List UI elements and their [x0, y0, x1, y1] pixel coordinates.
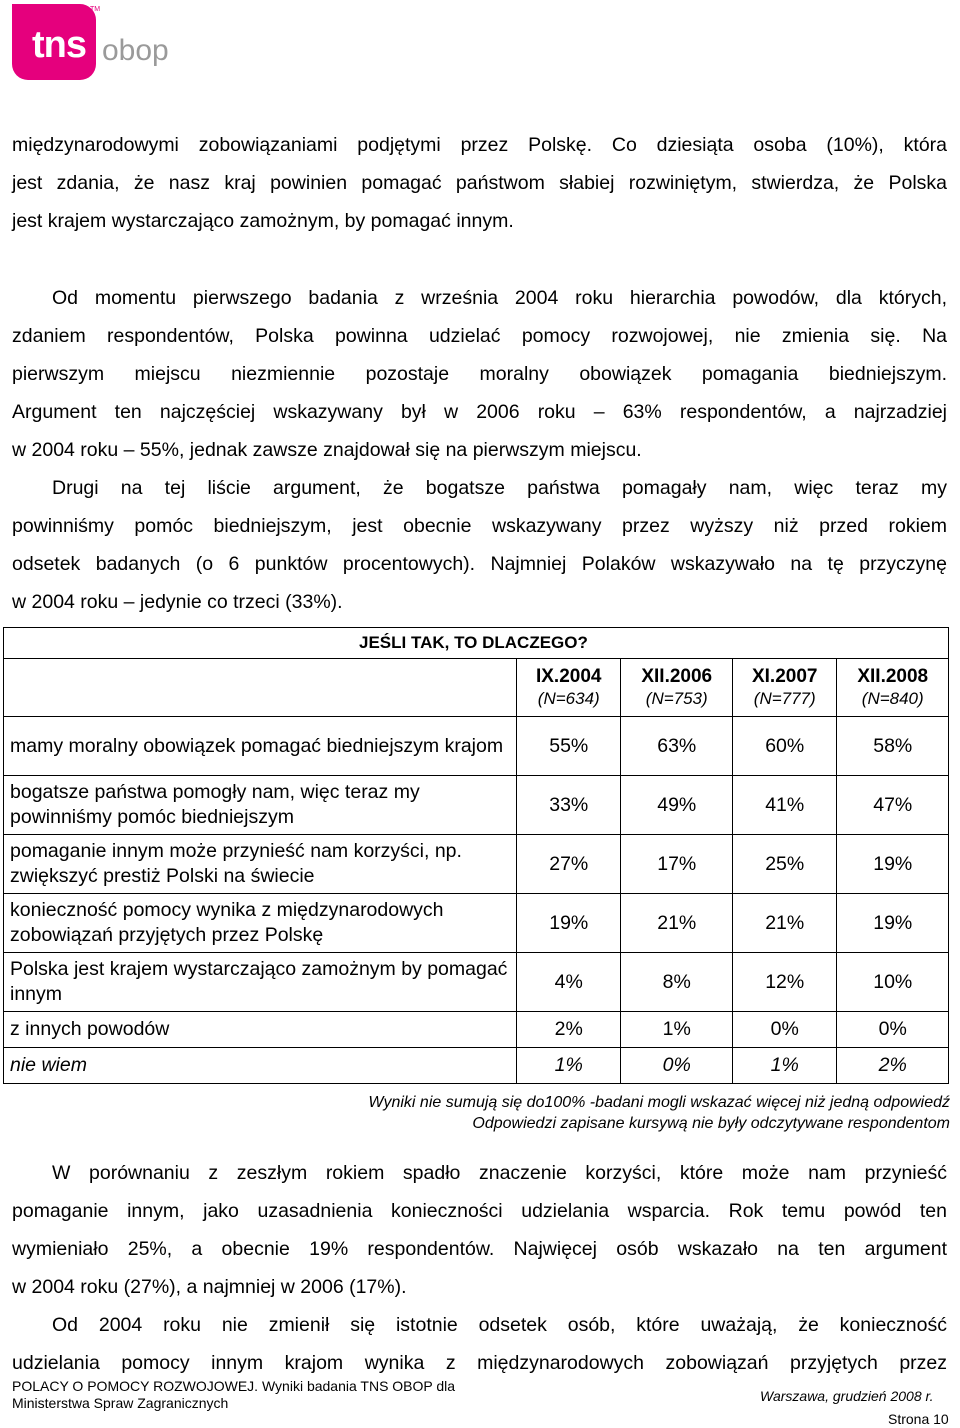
text-line: w 2004 roku – 55%, jednak zawsze znajdował się na pierwszym miejscu. — [12, 439, 642, 461]
table-row — [4, 1048, 949, 1084]
table-row — [4, 717, 949, 776]
row-label: mamy moralny obowiązek pomagać biedniejszym krajom — [4, 717, 517, 776]
row-label: bogatsze państwa pomogły nam, więc teraz my powinniśmy pomóc biedniejszym — [4, 776, 517, 835]
column-header: XI.2007 (N=777) — [732, 659, 836, 717]
footer-source — [12, 1378, 455, 1412]
text-line: zdaniem respondentów, Polska powinna udzielać pomocy rozwojowej, nie zmienia się. Na — [12, 325, 947, 347]
header-empty-cell — [4, 659, 517, 717]
text-line: jest krajem wystarczająco zamożnym, by pomagać innym. — [12, 210, 514, 232]
cell-value: 0% — [732, 1012, 836, 1048]
tns-obop-logo — [12, 4, 169, 82]
cell-value: 63% — [621, 717, 733, 776]
paragraph-1 — [12, 126, 947, 240]
text-line: wymieniało 25%, a obecnie 19% respondentów. Najwięcej osób wskazało na ten argument — [12, 1238, 947, 1260]
text-line: pierwszym miejscu niezmiennie pozostaje moralny obowiązek pomagania biedniejszym. — [12, 363, 947, 385]
cell-value: 0% — [837, 1012, 949, 1048]
table-row — [4, 953, 949, 1012]
cell-value: 19% — [837, 835, 949, 894]
cell-value: 47% — [837, 776, 949, 835]
cell-value: 0% — [621, 1048, 733, 1084]
column-header: XII.2006 (N=753) — [621, 659, 733, 717]
paragraph-4 — [12, 1306, 947, 1382]
page-number: Strona 10 — [888, 1411, 949, 1427]
table-row — [4, 1012, 949, 1048]
text-line: Od 2004 roku nie zmienił się istotnie odsetek osób, które uważają, że konieczność — [52, 1314, 947, 1336]
cell-value: 1% — [517, 1048, 621, 1084]
text-line: W porównaniu z zeszłym rokiem spadło znaczenie korzyści, które może nam przynieść — [52, 1162, 947, 1184]
table-note-2: Odpowiedzi zapisane kursywą nie były odczytywane respondentom — [472, 1115, 950, 1132]
footer-line: Ministerstwa Spraw Zagranicznych — [12, 1395, 229, 1411]
text-line: powinniśmy pomóc biedniejszym, jest obecnie wskazywany przez wyższy niż przed rokiem — [12, 515, 947, 537]
row-label: Polska jest krajem wystarczająco zamożnym by pomagać innym — [4, 953, 517, 1012]
column-header: IX.2004 (N=634) — [517, 659, 621, 717]
cell-value: 12% — [732, 953, 836, 1012]
logo-brand: tns — [32, 24, 86, 66]
cell-value: 60% — [732, 717, 836, 776]
table-note-1: Wyniki nie sumują się do100% -badani mogli wskazać więcej niż jedną odpowiedź — [368, 1094, 950, 1111]
cell-value: 1% — [621, 1012, 733, 1048]
cell-value: 2% — [517, 1012, 621, 1048]
text-line: jest zdania, że nasz kraj powinien pomagać państwom słabiej rozwiniętym, stwierdza, że Polska — [12, 172, 947, 194]
text-line: międzynarodowymi zobowiązaniami podjętymi przez Polskę. Co dziesiąta osoba (10%), która — [12, 134, 947, 156]
paragraph-3 — [12, 1154, 947, 1306]
text-line: pomaganie innym, jako uzasadnienia konieczności udzielania wsparcia. Rok temu powód ten — [12, 1200, 947, 1222]
cell-value: 49% — [621, 776, 733, 835]
cell-value: 17% — [621, 835, 733, 894]
cell-value: 41% — [732, 776, 836, 835]
row-label: nie wiem — [4, 1048, 517, 1084]
cell-value: 58% — [837, 717, 949, 776]
cell-value: 25% — [732, 835, 836, 894]
logo-trademark: TM — [90, 6, 101, 13]
paragraph-2 — [12, 279, 947, 621]
cell-value: 8% — [621, 953, 733, 1012]
cell-value: 55% — [517, 717, 621, 776]
table-title: JEŚLI TAK, TO DLACZEGO? — [4, 628, 949, 659]
table-row — [4, 776, 949, 835]
logo-sub: obop — [102, 34, 169, 67]
row-label: konieczność pomocy wynika z międzynarodowych zobowiązań przyjętych przez Polskę — [4, 894, 517, 953]
cell-value: 1% — [732, 1048, 836, 1084]
cell-value: 2% — [837, 1048, 949, 1084]
cell-value: 19% — [837, 894, 949, 953]
text-line: udzielania pomocy innym krajom wynika z międzynarodowych zobowiązań przyjętych przez — [12, 1352, 947, 1374]
cell-value: 21% — [621, 894, 733, 953]
cell-value: 21% — [732, 894, 836, 953]
row-label: pomaganie innym może przynieść nam korzyści, np. zwiększyć prestiż Polski na świecie — [4, 835, 517, 894]
text-line: w 2004 roku – jedynie co trzeci (33%). — [12, 591, 343, 613]
row-label: z innych powodów — [4, 1012, 517, 1048]
text-line: w 2004 roku (27%), a najmniej w 2006 (17%). — [12, 1276, 407, 1298]
text-line: Argument ten najczęściej wskazywany był w 2006 roku – 63% respondentów, a najrzadziej — [12, 401, 947, 423]
cell-value: 33% — [517, 776, 621, 835]
text-line: Drugi na tej liście argument, że bogatsze państwa pomagały nam, więc teraz my — [52, 477, 947, 499]
table-row — [4, 894, 949, 953]
footer-date: Warszawa, grudzień 2008 r. — [760, 1388, 934, 1404]
text-line: Od momentu pierwszego badania z września 2004 roku hierarchia powodów, dla których, — [52, 287, 947, 309]
cell-value: 27% — [517, 835, 621, 894]
cell-value: 10% — [837, 953, 949, 1012]
cell-value: 19% — [517, 894, 621, 953]
table-row — [4, 835, 949, 894]
text-line: odsetek badanych (o 6 punktów procentowych). Najmniej Polaków wskazywało na tę przyczynę — [12, 553, 947, 575]
cell-value: 4% — [517, 953, 621, 1012]
column-header: XII.2008 (N=840) — [837, 659, 949, 717]
footer-line: POLACY O POMOCY ROZWOJOWEJ. Wyniki badania TNS OBOP dla — [12, 1378, 456, 1394]
survey-table — [3, 627, 958, 1084]
